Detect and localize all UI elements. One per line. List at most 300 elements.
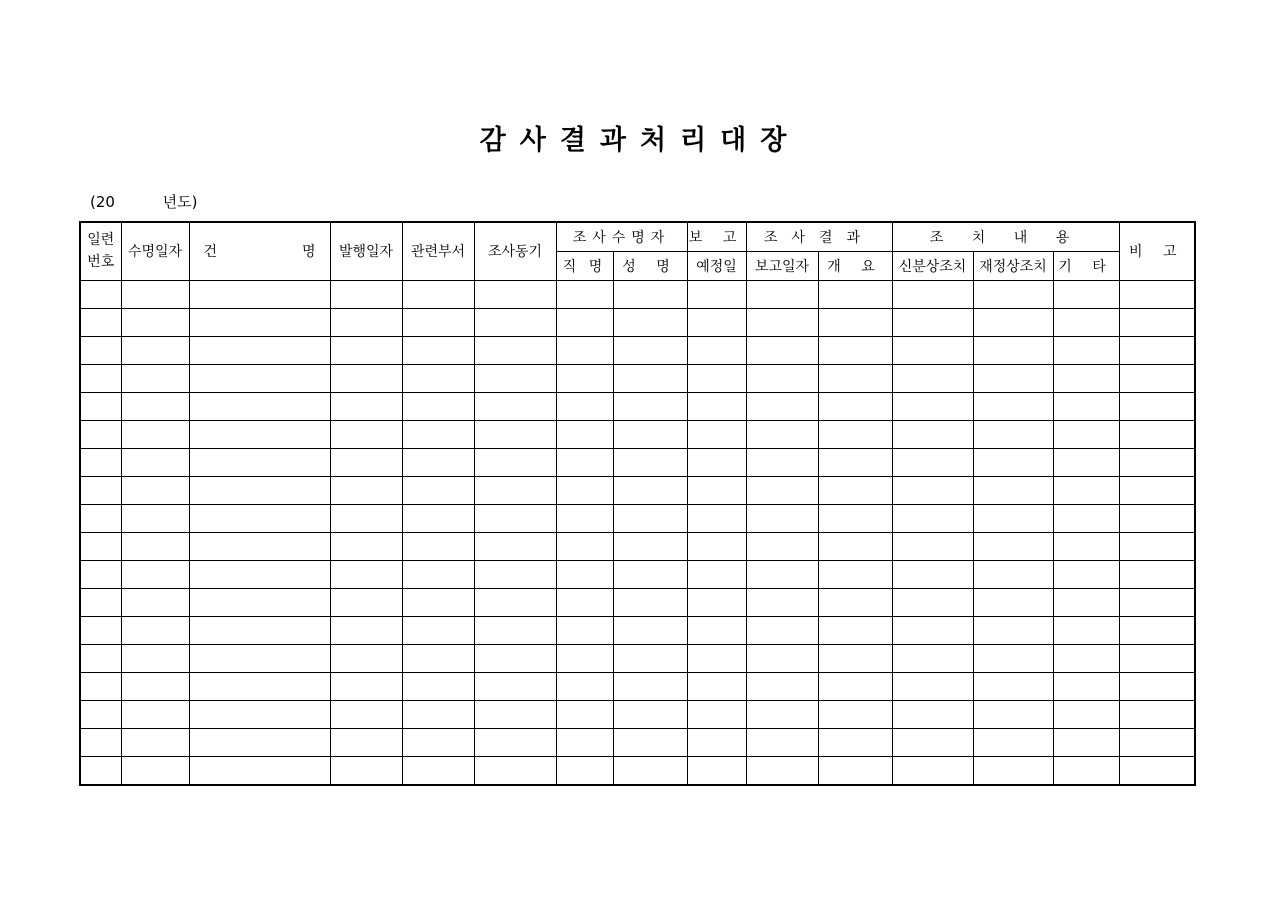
table-cell[interactable] — [80, 504, 121, 532]
table-cell[interactable] — [613, 336, 687, 364]
table-cell[interactable] — [80, 448, 121, 476]
table-cell[interactable] — [1053, 672, 1119, 700]
table-cell[interactable] — [474, 504, 556, 532]
header-inv-name: 성 명 — [613, 251, 687, 280]
table-cell[interactable] — [892, 364, 973, 392]
table-cell[interactable] — [80, 532, 121, 560]
table-cell[interactable] — [121, 672, 189, 700]
table-cell[interactable] — [474, 728, 556, 756]
table-cell[interactable] — [973, 308, 1053, 336]
table-cell[interactable] — [330, 308, 402, 336]
table-cell[interactable] — [474, 616, 556, 644]
table-cell[interactable] — [474, 560, 556, 588]
table-cell[interactable] — [474, 336, 556, 364]
table-cell[interactable] — [687, 672, 746, 700]
table-cell[interactable] — [973, 420, 1053, 448]
table-cell[interactable] — [1053, 616, 1119, 644]
table-cell[interactable] — [746, 672, 818, 700]
table-cell[interactable] — [746, 532, 818, 560]
table-cell[interactable] — [973, 756, 1053, 785]
table-cell[interactable] — [1053, 756, 1119, 785]
table-cell[interactable] — [687, 560, 746, 588]
table-cell[interactable] — [687, 756, 746, 785]
table-cell[interactable] — [80, 308, 121, 336]
table-cell[interactable] — [330, 560, 402, 588]
header-action-personnel: 신분상조치 — [892, 251, 973, 280]
table-cell[interactable] — [1053, 700, 1119, 728]
table-cell[interactable] — [121, 336, 189, 364]
table-cell[interactable] — [746, 448, 818, 476]
table-cell[interactable] — [556, 364, 613, 392]
table-cell[interactable] — [973, 728, 1053, 756]
header-report-bottom: 예정일 — [687, 251, 746, 280]
table-cell[interactable] — [1119, 336, 1195, 364]
table-cell[interactable] — [556, 672, 613, 700]
header-result: 조사결과 — [746, 222, 892, 251]
table-cell[interactable] — [892, 532, 973, 560]
table-cell[interactable] — [687, 420, 746, 448]
table-cell[interactable] — [892, 336, 973, 364]
table-cell[interactable] — [121, 644, 189, 672]
table-cell[interactable] — [687, 504, 746, 532]
table-cell[interactable] — [121, 504, 189, 532]
table-cell[interactable] — [1119, 700, 1195, 728]
table-cell[interactable] — [973, 476, 1053, 504]
table-cell[interactable] — [613, 476, 687, 504]
table-cell[interactable] — [121, 420, 189, 448]
table-cell[interactable] — [330, 644, 402, 672]
table-row — [80, 644, 1195, 672]
table-cell[interactable] — [330, 756, 402, 785]
table-cell[interactable] — [402, 756, 474, 785]
table-cell[interactable] — [402, 392, 474, 420]
table-cell[interactable] — [121, 756, 189, 785]
table-cell[interactable] — [189, 700, 330, 728]
table-cell[interactable] — [121, 532, 189, 560]
table-cell[interactable] — [189, 616, 330, 644]
table-cell[interactable] — [1119, 588, 1195, 616]
table-cell[interactable] — [1053, 504, 1119, 532]
table-cell[interactable] — [402, 672, 474, 700]
table-cell[interactable] — [687, 728, 746, 756]
table-cell[interactable] — [818, 420, 892, 448]
table-cell[interactable] — [687, 476, 746, 504]
table-cell[interactable] — [1053, 448, 1119, 476]
header-result-summary: 개 요 — [818, 251, 892, 280]
table-cell[interactable] — [746, 336, 818, 364]
header-action-financial: 재정상조치 — [973, 251, 1053, 280]
table-cell[interactable] — [474, 756, 556, 785]
table-cell[interactable] — [556, 560, 613, 588]
table-cell[interactable] — [121, 280, 189, 308]
table-cell[interactable] — [1119, 644, 1195, 672]
table-cell[interactable] — [189, 280, 330, 308]
table-cell[interactable] — [818, 504, 892, 532]
table-cell[interactable] — [892, 308, 973, 336]
table-row — [80, 504, 1195, 532]
table-cell[interactable] — [80, 364, 121, 392]
table-cell[interactable] — [556, 532, 613, 560]
table-cell[interactable] — [402, 504, 474, 532]
table-cell[interactable] — [973, 364, 1053, 392]
table-cell[interactable] — [746, 728, 818, 756]
table-cell[interactable] — [613, 448, 687, 476]
table-cell[interactable] — [613, 700, 687, 728]
table-cell[interactable] — [402, 532, 474, 560]
table-cell[interactable] — [613, 756, 687, 785]
table-cell[interactable] — [1119, 420, 1195, 448]
table-cell[interactable] — [687, 700, 746, 728]
table-cell[interactable] — [613, 308, 687, 336]
table-cell[interactable] — [1053, 588, 1119, 616]
table-cell[interactable] — [121, 588, 189, 616]
table-cell[interactable] — [330, 280, 402, 308]
table-cell[interactable] — [121, 308, 189, 336]
table-cell[interactable] — [818, 616, 892, 644]
table-cell[interactable] — [189, 420, 330, 448]
table-cell[interactable] — [1119, 728, 1195, 756]
table-cell[interactable] — [1119, 672, 1195, 700]
table-cell[interactable] — [189, 336, 330, 364]
table-cell[interactable] — [1053, 420, 1119, 448]
table-cell[interactable] — [746, 756, 818, 785]
table-cell[interactable] — [80, 700, 121, 728]
table-cell[interactable] — [474, 420, 556, 448]
table-cell[interactable] — [330, 364, 402, 392]
table-cell[interactable] — [892, 700, 973, 728]
table-cell[interactable] — [973, 672, 1053, 700]
table-cell[interactable] — [818, 532, 892, 560]
table-cell[interactable] — [474, 364, 556, 392]
table-cell[interactable] — [613, 728, 687, 756]
table-cell[interactable] — [1119, 280, 1195, 308]
table-cell[interactable] — [892, 392, 973, 420]
table-cell[interactable] — [613, 392, 687, 420]
table-cell[interactable] — [973, 532, 1053, 560]
table-cell[interactable] — [402, 308, 474, 336]
table-cell[interactable] — [973, 336, 1053, 364]
table-cell[interactable] — [746, 392, 818, 420]
table-cell[interactable] — [1119, 308, 1195, 336]
fiscal-year-label — [90, 191, 197, 212]
table-cell[interactable] — [402, 364, 474, 392]
table-cell[interactable] — [556, 700, 613, 728]
table-cell[interactable] — [330, 616, 402, 644]
table-cell[interactable] — [973, 504, 1053, 532]
table-cell[interactable] — [189, 560, 330, 588]
table-cell[interactable] — [818, 588, 892, 616]
table-cell[interactable] — [818, 476, 892, 504]
table-cell[interactable] — [402, 280, 474, 308]
table-cell[interactable] — [687, 392, 746, 420]
table-cell[interactable] — [1053, 308, 1119, 336]
table-cell[interactable] — [330, 476, 402, 504]
table-cell[interactable] — [474, 280, 556, 308]
header-assign-date: 수명일자 — [121, 222, 189, 280]
table-row — [80, 588, 1195, 616]
table-cell[interactable] — [687, 616, 746, 644]
table-cell[interactable] — [687, 448, 746, 476]
table-cell[interactable] — [613, 420, 687, 448]
table-cell[interactable] — [892, 588, 973, 616]
table-cell[interactable] — [818, 392, 892, 420]
table-cell[interactable] — [687, 532, 746, 560]
table-cell[interactable] — [613, 280, 687, 308]
table-cell[interactable] — [687, 588, 746, 616]
table-cell[interactable] — [892, 672, 973, 700]
header-item-name-left: 건 — [203, 244, 218, 261]
table-cell[interactable] — [402, 644, 474, 672]
table-cell[interactable] — [1053, 392, 1119, 420]
table-cell[interactable] — [818, 308, 892, 336]
year-suffix: 년도) — [162, 193, 198, 211]
header-motive: 조사동기 — [474, 222, 556, 280]
table-cell[interactable] — [474, 588, 556, 616]
table-cell[interactable] — [746, 616, 818, 644]
table-cell[interactable] — [189, 588, 330, 616]
table-cell[interactable] — [330, 588, 402, 616]
table-cell[interactable] — [474, 392, 556, 420]
table-cell[interactable] — [892, 280, 973, 308]
table-cell[interactable] — [613, 504, 687, 532]
table-cell[interactable] — [402, 616, 474, 644]
header-inv-position: 직 명 — [556, 251, 613, 280]
table-cell[interactable] — [1053, 280, 1119, 308]
table-cell[interactable] — [892, 728, 973, 756]
table-cell[interactable] — [330, 392, 402, 420]
table-cell[interactable] — [121, 364, 189, 392]
table-cell[interactable] — [80, 392, 121, 420]
table-cell[interactable] — [80, 476, 121, 504]
table-cell[interactable] — [189, 448, 330, 476]
table-cell[interactable] — [1119, 756, 1195, 785]
table-cell[interactable] — [1119, 560, 1195, 588]
table-cell[interactable] — [818, 672, 892, 700]
table-cell[interactable] — [892, 504, 973, 532]
table-cell[interactable] — [818, 448, 892, 476]
table-cell[interactable] — [746, 476, 818, 504]
table-cell[interactable] — [402, 336, 474, 364]
table-cell[interactable] — [818, 336, 892, 364]
table-cell[interactable] — [121, 616, 189, 644]
table-cell[interactable] — [80, 672, 121, 700]
header-item-name-right: 명 — [301, 244, 316, 261]
table-cell[interactable] — [973, 588, 1053, 616]
table-cell[interactable] — [818, 560, 892, 588]
table-cell[interactable] — [818, 364, 892, 392]
table-cell[interactable] — [746, 588, 818, 616]
table-cell[interactable] — [1119, 392, 1195, 420]
table-cell[interactable] — [80, 420, 121, 448]
table-cell[interactable] — [556, 392, 613, 420]
table-cell[interactable] — [189, 756, 330, 785]
table-cell[interactable] — [556, 308, 613, 336]
table-cell[interactable] — [892, 560, 973, 588]
table-cell[interactable] — [818, 280, 892, 308]
table-row — [80, 672, 1195, 700]
table-row — [80, 700, 1195, 728]
table-cell[interactable] — [556, 336, 613, 364]
table-cell[interactable] — [687, 336, 746, 364]
table-cell[interactable] — [402, 560, 474, 588]
header-action: 조 치 내 용 — [892, 222, 1119, 251]
table-cell[interactable] — [746, 420, 818, 448]
table-cell[interactable] — [1053, 336, 1119, 364]
table-cell[interactable] — [402, 728, 474, 756]
table-cell[interactable] — [80, 756, 121, 785]
table-cell[interactable] — [1053, 532, 1119, 560]
table-cell[interactable] — [330, 728, 402, 756]
table-cell[interactable] — [402, 448, 474, 476]
table-cell[interactable] — [556, 644, 613, 672]
table-cell[interactable] — [1119, 448, 1195, 476]
table-cell[interactable] — [402, 476, 474, 504]
table-cell[interactable] — [402, 420, 474, 448]
table-cell[interactable] — [121, 448, 189, 476]
table-row — [80, 560, 1195, 588]
table-cell[interactable] — [330, 700, 402, 728]
table-cell[interactable] — [973, 392, 1053, 420]
table-row — [80, 280, 1195, 308]
table-cell[interactable] — [556, 588, 613, 616]
table-cell[interactable] — [189, 532, 330, 560]
table-cell[interactable] — [1119, 364, 1195, 392]
table-cell[interactable] — [818, 700, 892, 728]
table-cell[interactable] — [892, 644, 973, 672]
table-cell[interactable] — [1053, 476, 1119, 504]
table-cell[interactable] — [474, 700, 556, 728]
table-row — [80, 308, 1195, 336]
table-cell[interactable] — [973, 560, 1053, 588]
table-cell[interactable] — [189, 476, 330, 504]
table-cell[interactable] — [556, 728, 613, 756]
table-cell[interactable] — [556, 476, 613, 504]
table-cell[interactable] — [746, 700, 818, 728]
table-cell[interactable] — [892, 448, 973, 476]
header-remarks: 비 고 — [1119, 222, 1195, 280]
table-row — [80, 448, 1195, 476]
table-cell[interactable] — [330, 420, 402, 448]
table-cell[interactable] — [613, 644, 687, 672]
header-issue-date: 발행일자 — [330, 222, 402, 280]
table-cell[interactable] — [556, 756, 613, 785]
table-cell[interactable] — [1119, 532, 1195, 560]
table-cell[interactable] — [687, 364, 746, 392]
table-cell[interactable] — [80, 588, 121, 616]
table-cell[interactable] — [121, 560, 189, 588]
table-cell[interactable] — [818, 728, 892, 756]
table-cell[interactable] — [613, 672, 687, 700]
table-cell[interactable] — [556, 616, 613, 644]
table-cell[interactable] — [613, 588, 687, 616]
table-cell[interactable] — [746, 504, 818, 532]
table-cell[interactable] — [80, 336, 121, 364]
table-cell[interactable] — [330, 672, 402, 700]
table-cell[interactable] — [474, 672, 556, 700]
table-cell[interactable] — [1119, 504, 1195, 532]
table-cell[interactable] — [746, 644, 818, 672]
header-action-other: 기 타 — [1053, 251, 1119, 280]
table-cell[interactable] — [556, 280, 613, 308]
table-cell[interactable] — [189, 364, 330, 392]
table-cell[interactable] — [330, 336, 402, 364]
table-row — [80, 532, 1195, 560]
table-cell[interactable] — [80, 644, 121, 672]
table-cell[interactable] — [121, 700, 189, 728]
table-cell[interactable] — [687, 644, 746, 672]
table-cell[interactable] — [189, 504, 330, 532]
table-cell[interactable] — [474, 448, 556, 476]
table-cell[interactable] — [330, 504, 402, 532]
table-cell[interactable] — [474, 644, 556, 672]
header-item-name — [189, 222, 330, 280]
table-cell[interactable] — [973, 700, 1053, 728]
table-cell[interactable] — [746, 308, 818, 336]
header-row-1 — [80, 222, 1195, 251]
table-cell[interactable] — [1119, 476, 1195, 504]
table-cell[interactable] — [973, 644, 1053, 672]
table-cell[interactable] — [613, 364, 687, 392]
table-cell[interactable] — [892, 616, 973, 644]
table-cell[interactable] — [1119, 616, 1195, 644]
table-cell[interactable] — [818, 644, 892, 672]
table-cell[interactable] — [189, 308, 330, 336]
table-cell[interactable] — [892, 756, 973, 785]
table-cell[interactable] — [80, 280, 121, 308]
table-cell[interactable] — [1053, 364, 1119, 392]
year-gap — [115, 193, 163, 211]
table-cell[interactable] — [687, 280, 746, 308]
table-cell[interactable] — [474, 308, 556, 336]
table-cell[interactable] — [474, 532, 556, 560]
table-cell[interactable] — [746, 560, 818, 588]
table-cell[interactable] — [189, 392, 330, 420]
table-cell[interactable] — [973, 280, 1053, 308]
table-cell[interactable] — [80, 560, 121, 588]
table-cell[interactable] — [892, 420, 973, 448]
table-cell[interactable] — [892, 476, 973, 504]
table-cell[interactable] — [973, 616, 1053, 644]
table-cell[interactable] — [613, 616, 687, 644]
table-cell[interactable] — [1053, 644, 1119, 672]
table-cell[interactable] — [613, 532, 687, 560]
table-cell[interactable] — [818, 756, 892, 785]
table-cell[interactable] — [1053, 728, 1119, 756]
table-cell[interactable] — [80, 728, 121, 756]
table-cell[interactable] — [556, 420, 613, 448]
table-cell[interactable] — [189, 644, 330, 672]
table-cell[interactable] — [1053, 560, 1119, 588]
table-cell[interactable] — [330, 448, 402, 476]
table-cell[interactable] — [556, 448, 613, 476]
table-cell[interactable] — [973, 448, 1053, 476]
table-cell[interactable] — [402, 588, 474, 616]
table-cell[interactable] — [189, 672, 330, 700]
table-cell[interactable] — [121, 728, 189, 756]
table-cell[interactable] — [746, 280, 818, 308]
table-cell[interactable] — [687, 308, 746, 336]
table-cell[interactable] — [189, 728, 330, 756]
table-cell[interactable] — [402, 700, 474, 728]
table-cell[interactable] — [330, 532, 402, 560]
table-cell[interactable] — [121, 392, 189, 420]
table-cell[interactable] — [80, 616, 121, 644]
table-cell[interactable] — [474, 476, 556, 504]
table-cell[interactable] — [613, 560, 687, 588]
table-cell[interactable] — [746, 364, 818, 392]
table-cell[interactable] — [121, 476, 189, 504]
table-cell[interactable] — [556, 504, 613, 532]
